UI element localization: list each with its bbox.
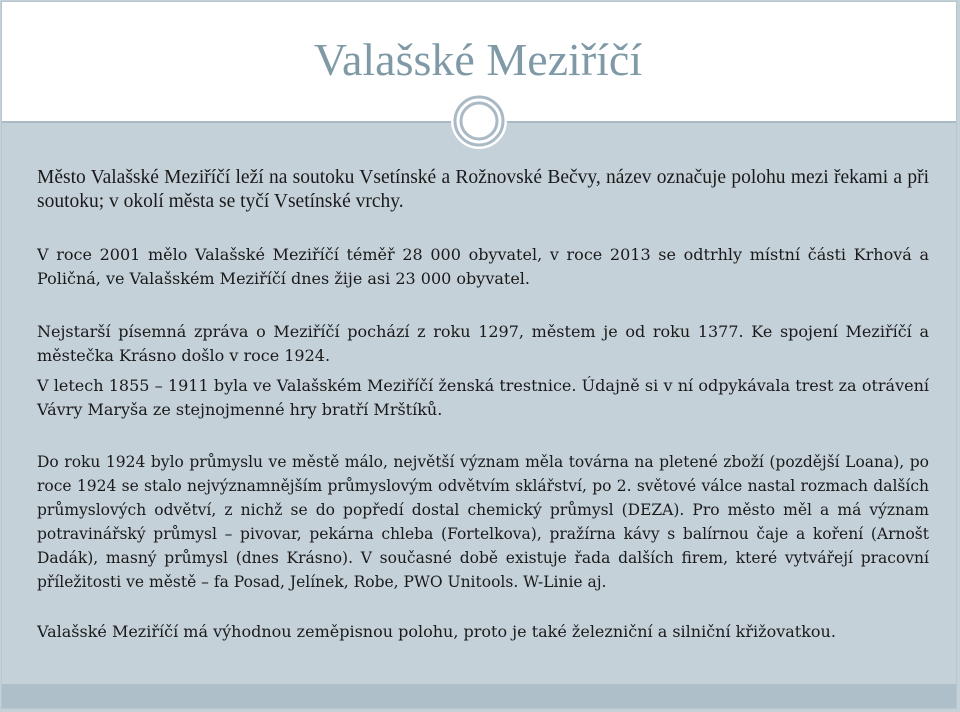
paragraph-industry: Do roku 1924 bylo průmyslu ve městě málo, největší význam měla továrna na pletené zboží (pozdější Loana), po roce 1924 se stalo nejvýznamnějším průmyslovým odvětvím sklářství, po 2. světové válce nastal rozmach dalších průmyslových odvětví, z nichž se do popředí dostal chemický průmysl (DEZA). Pro město měl a má význam potravinářský průmysl – pivovar, pekárna chleba (Fortelkova), pražírna kávy s balírnou čaje a koření (Arnošt Dadák), masný průmysl (dnes Krásno). V současné době existuje řada dalších firem, které vytvářejí pracovní příležitosti ve městě – fa Posad, Jelínek, Robe, PWO Unitools. W-Linie aj. xyxy=(37,453,929,591)
footer-band xyxy=(2,684,956,708)
paragraph-transport: Valašské Meziříčí má výhodnou zeměpisnou polohu, proto je také železniční a silniční křižovatkou. xyxy=(37,622,836,641)
paragraph-prison: V letech 1855 – 1911 byla ve Valašském Meziříčí ženská trestnice. Údajně si v ní odpykávala trest za otrávení Vávry Maryša ze stejnojmenné hry bratří Mrštíků. xyxy=(37,376,929,419)
paragraph-history: Nejstarší písemná zpráva o Meziříčí pochází z roku 1297, městem je od roku 1377. Ke spojení Meziříčí a městečka Krásno došlo v roce 1924. xyxy=(37,322,929,365)
slide-body xyxy=(37,166,929,644)
paragraph-population: V roce 2001 mělo Valašské Meziříčí téměř 28 000 obyvatel, v roce 2013 se odtrhly místní části Krhová a Poličná, ve Valašském Meziříčí dnes žije asi 23 000 obyvatel. xyxy=(37,245,929,288)
circle-ornament-icon xyxy=(450,92,508,150)
slide-title: Valašské Meziříčí xyxy=(313,34,643,85)
paragraph-location: Město Valašské Meziříčí leží na soutoku Vsetínské a Rožnovské Bečvy, název označuje polohu mezi řekami a při soutoku; v okolí města se tyčí Vsetínské vrchy. xyxy=(37,167,929,212)
